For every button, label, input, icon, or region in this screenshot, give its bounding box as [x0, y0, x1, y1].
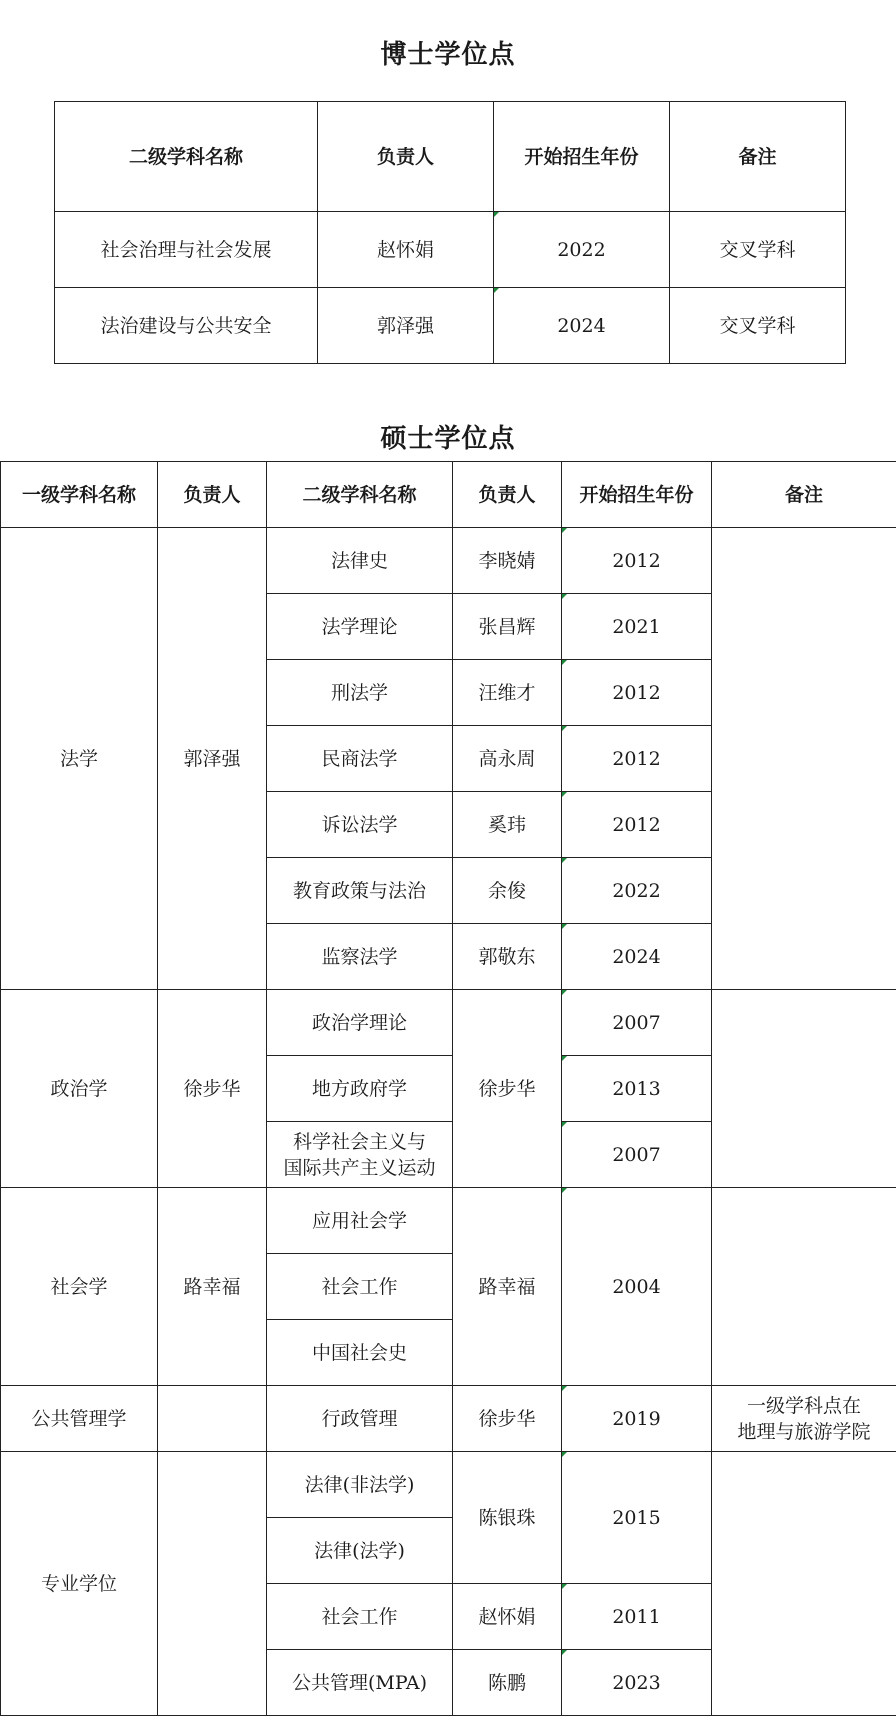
phd-header-year: 开始招生年份	[494, 102, 670, 212]
year-cell: 2022	[562, 858, 712, 924]
second-person-cell: 陈银珠	[453, 1452, 562, 1584]
phd-header-subject: 二级学科名称	[55, 102, 318, 212]
phd-header-person: 负责人	[318, 102, 494, 212]
second-person-cell: 路幸福	[453, 1188, 562, 1386]
note-cell	[712, 990, 896, 1188]
phd-note-cell: 交叉学科	[670, 212, 846, 288]
phd-year-cell: 2022	[494, 212, 670, 288]
second-subject-cell: 法律史	[267, 528, 453, 594]
year-cell: 2012	[562, 726, 712, 792]
table-row	[1, 1188, 896, 1254]
second-person-cell: 李晓婧	[453, 528, 562, 594]
masters-header-row	[1, 462, 896, 528]
year-cell: 2021	[562, 594, 712, 660]
second-person-cell: 高永周	[453, 726, 562, 792]
ms-header-year: 开始招生年份	[562, 462, 712, 528]
ms-header-second-subject: 二级学科名称	[267, 462, 453, 528]
second-subject-cell: 监察法学	[267, 924, 453, 990]
year-cell: 2015	[562, 1452, 712, 1584]
table-row	[1, 528, 896, 594]
ms-header-second-person: 负责人	[453, 462, 562, 528]
year-cell: 2011	[562, 1584, 712, 1650]
second-person-cell: 张昌辉	[453, 594, 562, 660]
second-subject-cell: 社会工作	[267, 1584, 453, 1650]
year-cell: 2007	[562, 1122, 712, 1188]
masters-table	[0, 461, 896, 1716]
year-cell: 2007	[562, 990, 712, 1056]
note-cell	[712, 1452, 896, 1716]
first-person-cell: 路幸福	[158, 1188, 267, 1386]
first-subject-cell: 公共管理学	[1, 1386, 158, 1452]
subject-line-2: 国际共产主义运动	[283, 1157, 435, 1179]
second-subject-cell: 行政管理	[267, 1386, 453, 1452]
year-cell: 2023	[562, 1650, 712, 1716]
year-cell: 2012	[562, 660, 712, 726]
note-line-2: 地理与旅游学院	[737, 1421, 870, 1443]
second-person-cell: 徐步华	[453, 1386, 562, 1452]
first-person-cell: 郭泽强	[158, 528, 267, 990]
first-person-cell	[158, 1386, 267, 1452]
ms-header-first-subject: 一级学科名称	[1, 462, 158, 528]
ms-header-note: 备注	[712, 462, 896, 528]
phd-person-cell: 郭泽强	[318, 288, 494, 364]
second-person-cell: 郭敬东	[453, 924, 562, 990]
phd-header-row	[55, 102, 846, 212]
year-cell: 2019	[562, 1386, 712, 1452]
second-person-cell: 徐步华	[453, 990, 562, 1188]
first-subject-cell: 法学	[1, 528, 158, 990]
table-row	[1, 990, 896, 1056]
second-subject-cell: 中国社会史	[267, 1320, 453, 1386]
table-row	[1, 1386, 896, 1452]
year-cell: 2004	[562, 1188, 712, 1386]
second-person-cell: 余俊	[453, 858, 562, 924]
second-subject-cell: 法学理论	[267, 594, 453, 660]
phd-subject-cell: 社会治理与社会发展	[55, 212, 318, 288]
first-person-cell: 徐步华	[158, 990, 267, 1188]
year-cell: 2024	[562, 924, 712, 990]
table-row	[55, 288, 846, 364]
second-subject-cell: 教育政策与法治	[267, 858, 453, 924]
note-cell	[712, 528, 896, 990]
year-cell: 2012	[562, 792, 712, 858]
note-cell	[712, 1188, 896, 1386]
phd-title: 博士学位点	[0, 34, 896, 71]
second-subject-cell: 诉讼法学	[267, 792, 453, 858]
second-subject-cell: 公共管理(MPA)	[267, 1650, 453, 1716]
second-subject-cell	[267, 1122, 453, 1188]
phd-year-cell: 2024	[494, 288, 670, 364]
second-person-cell: 汪维才	[453, 660, 562, 726]
first-subject-cell: 社会学	[1, 1188, 158, 1386]
phd-subject-cell: 法治建设与公共安全	[55, 288, 318, 364]
first-subject-cell: 专业学位	[1, 1452, 158, 1716]
second-subject-cell: 应用社会学	[267, 1188, 453, 1254]
second-subject-cell: 社会工作	[267, 1254, 453, 1320]
table-row	[1, 1452, 896, 1518]
year-cell: 2013	[562, 1056, 712, 1122]
second-subject-cell: 刑法学	[267, 660, 453, 726]
second-person-cell: 赵怀娟	[453, 1584, 562, 1650]
note-cell	[712, 1386, 896, 1452]
phd-person-cell: 赵怀娟	[318, 212, 494, 288]
second-subject-cell: 地方政府学	[267, 1056, 453, 1122]
phd-table	[54, 101, 846, 364]
table-row	[55, 212, 846, 288]
second-subject-cell: 政治学理论	[267, 990, 453, 1056]
second-subject-cell: 民商法学	[267, 726, 453, 792]
second-person-cell: 奚玮	[453, 792, 562, 858]
year-cell: 2012	[562, 528, 712, 594]
second-person-cell: 陈鹏	[453, 1650, 562, 1716]
phd-note-cell: 交叉学科	[670, 288, 846, 364]
first-person-cell	[158, 1452, 267, 1716]
note-line-1: 一级学科点在	[747, 1395, 861, 1417]
subject-line-1: 科学社会主义与	[293, 1131, 426, 1153]
first-subject-cell: 政治学	[1, 990, 158, 1188]
second-subject-cell: 法律(法学)	[267, 1518, 453, 1584]
phd-header-note: 备注	[670, 102, 846, 212]
ms-header-first-person: 负责人	[158, 462, 267, 528]
second-subject-cell: 法律(非法学)	[267, 1452, 453, 1518]
masters-title: 硕士学位点	[0, 418, 896, 455]
